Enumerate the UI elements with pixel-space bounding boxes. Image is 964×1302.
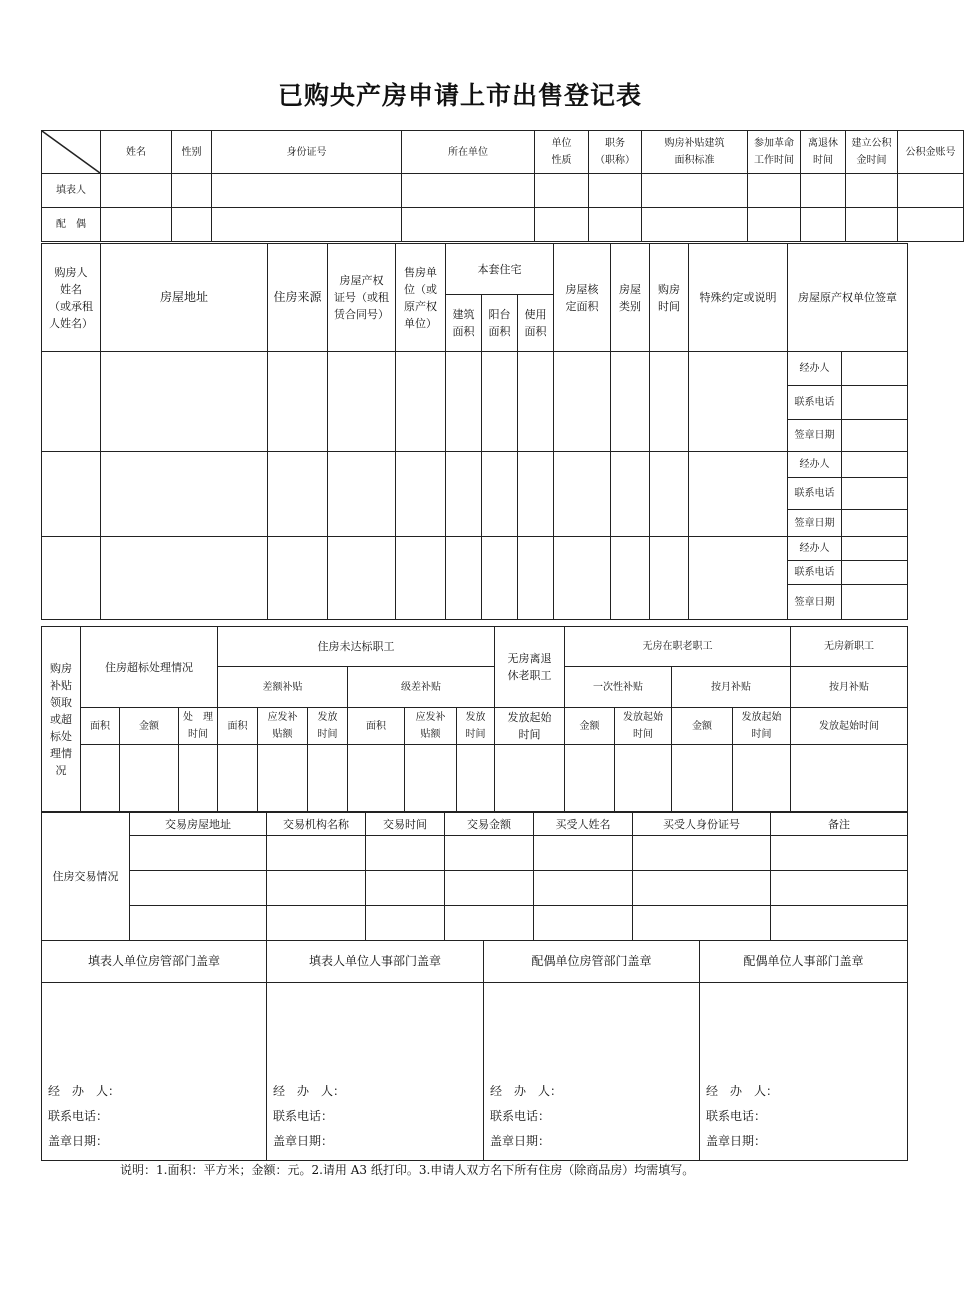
- input-cell[interactable]: [898, 174, 964, 208]
- input-cell[interactable]: [748, 174, 801, 208]
- input-cell[interactable]: [689, 452, 788, 537]
- input-cell[interactable]: [328, 537, 396, 620]
- stamp-area[interactable]: [484, 983, 700, 1161]
- input-cell[interactable]: [771, 906, 908, 941]
- stamp-header-applicant-hr: 填表人单位人事部门盖章: [267, 941, 484, 983]
- sign-label-date: 签章日期: [788, 420, 842, 452]
- input-cell[interactable]: [554, 537, 611, 620]
- input-cell[interactable]: [748, 208, 801, 242]
- input-cell[interactable]: [482, 537, 518, 620]
- input-cell[interactable]: [482, 352, 518, 452]
- input-cell[interactable]: [396, 352, 446, 452]
- diagonal-header-cell: [42, 131, 101, 174]
- stamp-field-date: 盖章日期：: [273, 1134, 334, 1148]
- input-cell[interactable]: [328, 452, 396, 537]
- monthly-subsidy-new-header: 按月补贴: [791, 667, 908, 708]
- buyer-name-header: 购房人 姓名 （或承租 人姓名）: [42, 244, 101, 352]
- input-cell[interactable]: [842, 452, 908, 478]
- house-category-header: 房屋 类别: [611, 244, 650, 352]
- input-cell[interactable]: [42, 537, 101, 620]
- page-title: 已购央产房申请上市出售登记表: [277, 81, 642, 110]
- stamp-field-date: 盖章日期：: [48, 1134, 109, 1148]
- input-cell[interactable]: [689, 352, 788, 452]
- house-cert-header: 房屋产权 证号（或租 赁合同号）: [328, 244, 396, 352]
- input-cell[interactable]: [366, 871, 445, 906]
- header-gender: 性别: [172, 131, 212, 174]
- sign-label-handler: 经办人: [788, 452, 842, 478]
- stamp-field-date: 盖章日期：: [490, 1134, 551, 1148]
- no-house-retired-header: 无房离退 休老职工: [495, 627, 565, 708]
- stamp-field-handler: 经 办 人：: [48, 1084, 121, 1098]
- input-cell[interactable]: [446, 537, 482, 620]
- sign-label-handler: 经办人: [788, 352, 842, 386]
- input-cell[interactable]: [518, 352, 554, 452]
- sign-label-phone: 联系电话: [788, 386, 842, 420]
- input-cell[interactable]: [534, 906, 633, 941]
- stamp-area[interactable]: [700, 983, 908, 1161]
- stamp-field-phone: 联系电话：: [706, 1109, 767, 1123]
- stamp-field-handler: 经 办 人：: [490, 1084, 563, 1098]
- input-cell[interactable]: [366, 906, 445, 941]
- stamp-field-phone: 联系电话：: [273, 1109, 334, 1123]
- input-cell[interactable]: [267, 836, 366, 871]
- input-cell[interactable]: [402, 174, 535, 208]
- input-cell[interactable]: [842, 510, 908, 537]
- header-position: 职务 （职称）: [589, 131, 642, 174]
- input-cell[interactable]: [267, 906, 366, 941]
- input-cell[interactable]: [633, 871, 771, 906]
- input-cell[interactable]: [535, 208, 589, 242]
- input-cell[interactable]: [267, 871, 366, 906]
- col-amount: 金额: [120, 708, 179, 745]
- suite-header: 本套住宅: [446, 244, 554, 295]
- col-pay-start-time: 发放起始 时间: [733, 708, 791, 745]
- input-cell[interactable]: [328, 352, 396, 452]
- col-area: 面积: [81, 708, 120, 745]
- input-cell[interactable]: [842, 478, 908, 510]
- col-pay-start-time: 发放起始 时间: [495, 708, 565, 745]
- input-cell[interactable]: [308, 745, 348, 812]
- no-house-active-header: 无房在职老职工: [565, 627, 791, 667]
- input-cell[interactable]: [130, 836, 267, 871]
- input-cell[interactable]: [120, 745, 179, 812]
- header-employer: 所在单位: [402, 131, 535, 174]
- input-cell[interactable]: [268, 352, 328, 452]
- sign-label-date: 签章日期: [788, 510, 842, 537]
- input-cell[interactable]: [405, 745, 457, 812]
- stamp-header-spouse-housing: 配偶单位房管部门盖章: [484, 941, 700, 983]
- stamp-header-spouse-hr: 配偶单位人事部门盖章: [700, 941, 908, 983]
- input-cell[interactable]: [172, 174, 212, 208]
- input-cell[interactable]: [101, 452, 268, 537]
- stamp-field-phone: 联系电话：: [48, 1109, 109, 1123]
- header-fund-start-time: 建立公积 金时间: [846, 131, 898, 174]
- input-cell[interactable]: [846, 208, 898, 242]
- subsidy-side-label: 购房 补贴 领取 或超 标处 理情 况: [42, 627, 81, 812]
- input-cell[interactable]: [457, 745, 495, 812]
- input-cell[interactable]: [689, 537, 788, 620]
- original-owner-sign-header: 房屋原产权单位签章: [788, 244, 908, 352]
- input-cell[interactable]: [801, 208, 846, 242]
- input-cell[interactable]: [445, 871, 534, 906]
- stamp-area[interactable]: [42, 983, 267, 1161]
- header-retire-time: 离退休 时间: [801, 131, 846, 174]
- header-name: 姓名: [101, 131, 172, 174]
- stamp-field-handler: 经 办 人：: [273, 1084, 346, 1098]
- input-cell[interactable]: [842, 561, 908, 585]
- trade-header-remark: 备注: [771, 813, 908, 836]
- input-cell[interactable]: [650, 452, 689, 537]
- input-cell[interactable]: [402, 208, 535, 242]
- input-cell[interactable]: [179, 745, 218, 812]
- input-cell[interactable]: [258, 745, 308, 812]
- input-cell[interactable]: [771, 871, 908, 906]
- basic-info-table: [41, 130, 964, 242]
- input-cell[interactable]: [445, 906, 534, 941]
- stamp-field-handler: 经 办 人：: [706, 1084, 779, 1098]
- input-cell[interactable]: [672, 745, 733, 812]
- input-cell[interactable]: [589, 174, 642, 208]
- no-house-new-header: 无房新职工: [791, 627, 908, 667]
- input-cell[interactable]: [396, 537, 446, 620]
- trade-header-address: 交易房屋地址: [130, 813, 267, 836]
- sign-label-phone: 联系电话: [788, 478, 842, 510]
- house-source-header: 住房来源: [268, 244, 328, 352]
- row-label-applicant: 填表人: [42, 174, 101, 208]
- col-area: 面积: [218, 708, 258, 745]
- input-cell[interactable]: [495, 745, 565, 812]
- usable-area-header: 使用 面积: [518, 295, 554, 352]
- diff-subsidy-header: 差额补贴: [218, 667, 348, 708]
- input-cell[interactable]: [642, 174, 748, 208]
- seller-unit-header: 售房单 位（或 原产权 单位）: [396, 244, 446, 352]
- input-cell[interactable]: [534, 871, 633, 906]
- col-pay-time: 发放 时间: [308, 708, 348, 745]
- input-cell[interactable]: [482, 452, 518, 537]
- input-cell[interactable]: [842, 420, 908, 452]
- input-cell[interactable]: [565, 745, 615, 812]
- trade-header-agency: 交易机构名称: [267, 813, 366, 836]
- input-cell[interactable]: [846, 174, 898, 208]
- col-amount: 金额: [672, 708, 733, 745]
- stamp-area[interactable]: [267, 983, 484, 1161]
- input-cell[interactable]: [130, 871, 267, 906]
- diagonal-line: [42, 131, 100, 173]
- header-subsidy-area-standard: 购房补贴建筑 面积标准: [642, 131, 748, 174]
- sign-label-phone: 联系电话: [788, 561, 842, 585]
- footnote: 说明：1.面积：平方米；金额：元。2.请用 A3 纸打印。3.申请人双方名下所有住房（除商品房）均需填写。: [120, 1163, 695, 1177]
- header-revolution-work-time: 参加革命 工作时间: [748, 131, 801, 174]
- input-cell[interactable]: [42, 352, 101, 452]
- input-cell[interactable]: [554, 452, 611, 537]
- input-cell[interactable]: [101, 208, 172, 242]
- input-cell[interactable]: [633, 906, 771, 941]
- input-cell[interactable]: [130, 906, 267, 941]
- trade-header-time: 交易时间: [366, 813, 445, 836]
- col-amount: 金额: [565, 708, 615, 745]
- trade-table: [41, 812, 908, 941]
- input-cell[interactable]: [534, 836, 633, 871]
- input-cell[interactable]: [842, 352, 908, 386]
- col-pay-start-time: 发放起始 时间: [615, 708, 672, 745]
- input-cell[interactable]: [589, 208, 642, 242]
- input-cell[interactable]: [81, 745, 120, 812]
- input-cell[interactable]: [348, 745, 405, 812]
- input-cell[interactable]: [801, 174, 846, 208]
- input-cell[interactable]: [218, 745, 258, 812]
- house-info-table: [41, 243, 908, 620]
- input-cell[interactable]: [791, 745, 908, 812]
- header-employer-type: 单位 性质: [535, 131, 589, 174]
- input-cell[interactable]: [633, 836, 771, 871]
- monthly-subsidy-header: 按月补贴: [672, 667, 791, 708]
- input-cell[interactable]: [611, 452, 650, 537]
- input-cell[interactable]: [842, 386, 908, 420]
- input-cell[interactable]: [554, 352, 611, 452]
- header-fund-account: 公积金账号: [898, 131, 964, 174]
- col-pay-time: 发放 时间: [457, 708, 495, 745]
- input-cell[interactable]: [268, 452, 328, 537]
- input-cell[interactable]: [212, 174, 402, 208]
- under-standard-header: 住房未达标职工: [218, 627, 495, 667]
- house-address-header: 房屋地址: [101, 244, 268, 352]
- header-id-number: 身份证号: [212, 131, 402, 174]
- input-cell[interactable]: [611, 352, 650, 452]
- special-note-header: 特殊约定或说明: [689, 244, 788, 352]
- input-cell[interactable]: [396, 452, 446, 537]
- stamp-header-applicant-housing: 填表人单位房管部门盖章: [42, 941, 267, 983]
- input-cell[interactable]: [101, 537, 268, 620]
- stamp-table: [41, 940, 908, 1161]
- sign-label-handler: 经办人: [788, 537, 842, 561]
- input-cell[interactable]: [42, 452, 101, 537]
- trade-side-label: 住房交易情况: [42, 813, 130, 941]
- input-cell[interactable]: [898, 208, 964, 242]
- one-time-subsidy-header: 一次性补贴: [565, 667, 672, 708]
- input-cell[interactable]: [615, 745, 672, 812]
- input-cell[interactable]: [212, 208, 402, 242]
- stamp-field-date: 盖章日期：: [706, 1134, 767, 1148]
- over-standard-header: 住房超标处理情况: [81, 627, 218, 708]
- input-cell[interactable]: [771, 836, 908, 871]
- input-cell[interactable]: [518, 537, 554, 620]
- subsidy-table: [41, 626, 908, 812]
- input-cell[interactable]: [446, 452, 482, 537]
- col-area: 面积: [348, 708, 405, 745]
- trade-header-buyer-name: 买受人姓名: [534, 813, 633, 836]
- input-cell[interactable]: [172, 208, 212, 242]
- verified-area-header: 房屋核 定面积: [554, 244, 611, 352]
- input-cell[interactable]: [518, 452, 554, 537]
- input-cell[interactable]: [842, 585, 908, 620]
- col-process-time: 处 理 时间: [179, 708, 218, 745]
- col-due-subsidy: 应发补 贴额: [405, 708, 457, 745]
- input-cell[interactable]: [842, 537, 908, 561]
- input-cell[interactable]: [733, 745, 791, 812]
- stamp-field-phone: 联系电话：: [490, 1109, 551, 1123]
- build-area-header: 建筑 面积: [446, 295, 482, 352]
- balcony-area-header: 阳台 面积: [482, 295, 518, 352]
- trade-header-amount: 交易金额: [445, 813, 534, 836]
- input-cell[interactable]: [445, 836, 534, 871]
- row-label-spouse: 配 偶: [42, 208, 101, 242]
- input-cell[interactable]: [446, 352, 482, 452]
- input-cell[interactable]: [650, 352, 689, 452]
- grade-subsidy-header: 级差补贴: [348, 667, 495, 708]
- trade-header-buyer-id: 买受人身份证号: [633, 813, 771, 836]
- input-cell[interactable]: [611, 537, 650, 620]
- input-cell[interactable]: [535, 174, 589, 208]
- input-cell[interactable]: [650, 537, 689, 620]
- buy-time-header: 购房 时间: [650, 244, 689, 352]
- input-cell[interactable]: [101, 174, 172, 208]
- sign-label-date: 签章日期: [788, 585, 842, 620]
- col-due-subsidy: 应发补 贴额: [258, 708, 308, 745]
- col-pay-start-time: 发放起始时间: [791, 708, 908, 745]
- input-cell[interactable]: [268, 537, 328, 620]
- input-cell[interactable]: [642, 208, 748, 242]
- input-cell[interactable]: [366, 836, 445, 871]
- input-cell[interactable]: [101, 352, 268, 452]
